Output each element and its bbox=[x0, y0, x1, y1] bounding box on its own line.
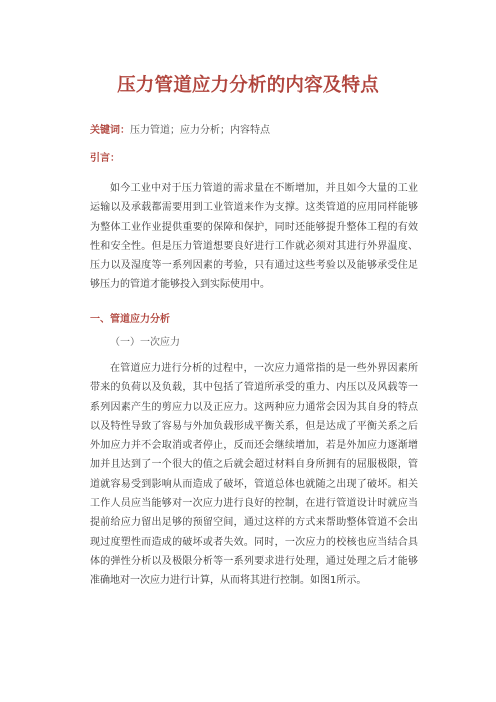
keywords-line bbox=[90, 123, 270, 139]
section-paragraph: 在管道应力进行分析的过程中，一次应力通常指的是一些外界因素所带来的负荷以及负载，其中包括了管道所承受的重力、内压以及风载等一系列因素产生的剪应力以及正应力。这两种应力通常会因为其自身的特点以及特性导致了容易与外加负载形成平衡关系，但是达成了平衡关系之后外加应力并不会取消或者停止，反而还会继续增加，若是外加应力逐渐增加并且达到了一个很大的值之后就会超过材料自身所拥有的屈服极限，管道就容易受到影响从而造成了破坏，管道总体也就随之出现了破坏。相关工作人员应当能够对一次应力进行良好的控制，在进行管道设计时就应当提前给应力留出足够的预留空间，通过这样的方式来帮助整体管道不会出现过度塑性而造成的破坏或者失效。同时，一次应力的校核也应当结合具体的弹性分析以及极限分析等一系列要求进行处理，通过处理之后才能够准确地对一次应力进行计算，从而将其进行控制。如图1所示。 bbox=[90, 363, 418, 587]
intro-paragraph: 如今工业中对于压力管道的需求量在不断增加，并且如今大量的工业运输以及承载都需要用到工业管道来作为支撑。这类管道的应用同样能够为整体工业作业提供重要的保障和保护，同时还能够提升整体工程的有效性和安全性。但是压力管道想要良好进行工作就必须对其进行外界温度、压力以及湿度等一系列因素的考验，只有通过这些考验以及能够承受住足够压力的管道才能够投入到实际使用中。 bbox=[90, 183, 418, 291]
section-heading: 一、管道应力分析 bbox=[90, 314, 170, 325]
intro-label: 引言： bbox=[90, 153, 120, 164]
document-title: 压力管道应力分析的内容及特点 bbox=[117, 75, 379, 96]
keywords-value: 压力管道；应力分析；内容特点 bbox=[130, 125, 270, 136]
sub-heading: （一）一次应力 bbox=[110, 337, 180, 348]
keywords-label: 关键词： bbox=[90, 125, 130, 136]
